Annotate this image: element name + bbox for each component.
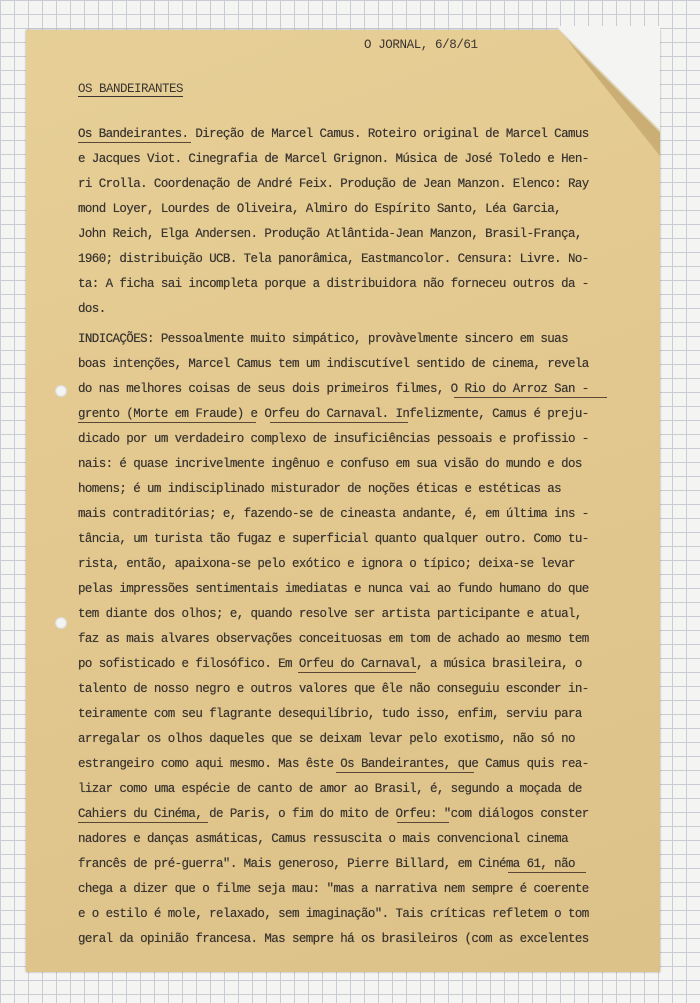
text-line: faz as mais alvares observações conceituosas em tom de achado ao mesmo tem — [78, 632, 589, 646]
text-line: tem diante dos olhos; e, quando resolve ser artista participante e atual, — [78, 607, 582, 621]
text-line: dicado por um verdadeiro complexo de insuficiências pessoais e profissio - — [78, 432, 589, 446]
text-line: ri Crolla. Coordenação de André Feix. Produção de Jean Manzon. Elenco: Ray — [78, 177, 589, 191]
text-line: tância, um turista tão fugaz e superficial quanto qualquer outro. Como tu- — [78, 532, 589, 546]
title-underline — [78, 422, 256, 423]
text-line: e Jacques Viot. Cinegrafia de Marcel Grignon. Música de José Toledo e Hen- — [78, 152, 589, 166]
text-line: mond Loyer, Lourdes de Oliveira, Almiro do Espírito Santo, Léa Garcia, — [78, 202, 562, 216]
punch-hole — [55, 385, 67, 397]
text-line: geral da opinião francesa. Mas sempre há os brasileiros (com as excelentes — [78, 932, 589, 946]
text-line: talento de nosso negro e outros valores que êle não conseguiu esconder in- — [78, 682, 589, 696]
newspaper-reference: O JORNAL, 6/8/61 — [364, 38, 478, 52]
title-underline — [397, 822, 449, 823]
text-line: mais contraditórias; e, fazendo-se de cineasta andante, é, em última ins - — [78, 507, 589, 521]
text-line: homens; é um indisciplinado misturador de noções éticas e estéticas as — [78, 482, 562, 496]
text-line: nadores e danças asmáticas, Camus ressuscita o mais convencional cinema — [78, 832, 568, 846]
text-line: grento (Morte em Fraude) e Orfeu do Carnaval. Infelizmente, Camus é preju- — [78, 407, 589, 421]
punch-hole — [55, 617, 67, 629]
text-line: pelas impressões sentimentais imediatas e nunca vai ao fundo humano do que — [78, 582, 589, 596]
title-underline — [508, 872, 586, 873]
title-underline — [454, 397, 607, 398]
text-line: chega a dizer que o filme seja mau: "mas a narrativa nem sempre é coerente — [78, 882, 589, 896]
text-line: nais: é quase incrivelmente ingênuo e confuso em sua visão do mundo e dos — [78, 457, 582, 471]
text-line: estrangeiro como aqui mesmo. Mas êste Os Bandeirantes, que Camus quis rea- — [78, 757, 589, 771]
text-line: francês de pré-guerra". Mais generoso, Pierre Billard, em Cinéma 61, não — [78, 857, 575, 871]
text-line: lizar como uma espécie de canto de amor ao Brasil, é, segundo a moçada de — [78, 782, 582, 796]
text-line: boas intenções, Marcel Camus tem um indiscutível sentido de cinema, revela — [78, 357, 589, 371]
text-line: ta: A ficha sai incompleta porque a distribuidora não forneceu outros da - — [78, 277, 589, 291]
title-underline — [336, 772, 474, 773]
article-body — [78, 0, 636, 946]
text-line: arregalar os olhos daqueles que se deixam levar pelo exotismo, não só no — [78, 732, 575, 746]
text-line: INDICAÇÕES: Pessoalmente muito simpático, provàvelmente sincero em suas — [78, 332, 568, 346]
text-line: teiramente com seu flagrante desequilíbrio, tudo isso, enfim, serviu para — [78, 707, 582, 721]
title-underline — [78, 822, 208, 823]
text-line: Cahiers du Cinéma, de Paris, o fim do mito de Orfeu: "com diálogos conster — [78, 807, 589, 821]
text-line: do nas melhores coisas de seus dois primeiros filmes, O Rio do Arroz San - — [78, 382, 589, 396]
title-underline — [270, 422, 408, 423]
text-line: Os Bandeirantes. Direção de Marcel Camus. Roteiro original de Marcel Camus — [78, 127, 589, 141]
text-line: e o estilo é mole, relaxado, sem imaginação". Tais críticas refletem o tom — [78, 907, 589, 921]
text-line: po sofisticado e filosófico. Em Orfeu do Carnaval, a música brasileira, o — [78, 657, 582, 671]
text-line: dos. — [78, 302, 106, 316]
title-underline — [78, 142, 191, 143]
document-title: OS BANDEIRANTES — [78, 82, 184, 96]
text-line: John Reich, Elga Andersen. Produção Atlântida-Jean Manzon, Brasil-França, — [78, 227, 582, 241]
title-underline — [298, 672, 416, 673]
text-line: rista, então, apaixona-se pelo exótico e ignora o típico; deixa-se levar — [78, 557, 575, 571]
text-line: 1960; distribuição UCB. Tela panorâmica, Eastmancolor. Censura: Livre. No- — [78, 252, 589, 266]
